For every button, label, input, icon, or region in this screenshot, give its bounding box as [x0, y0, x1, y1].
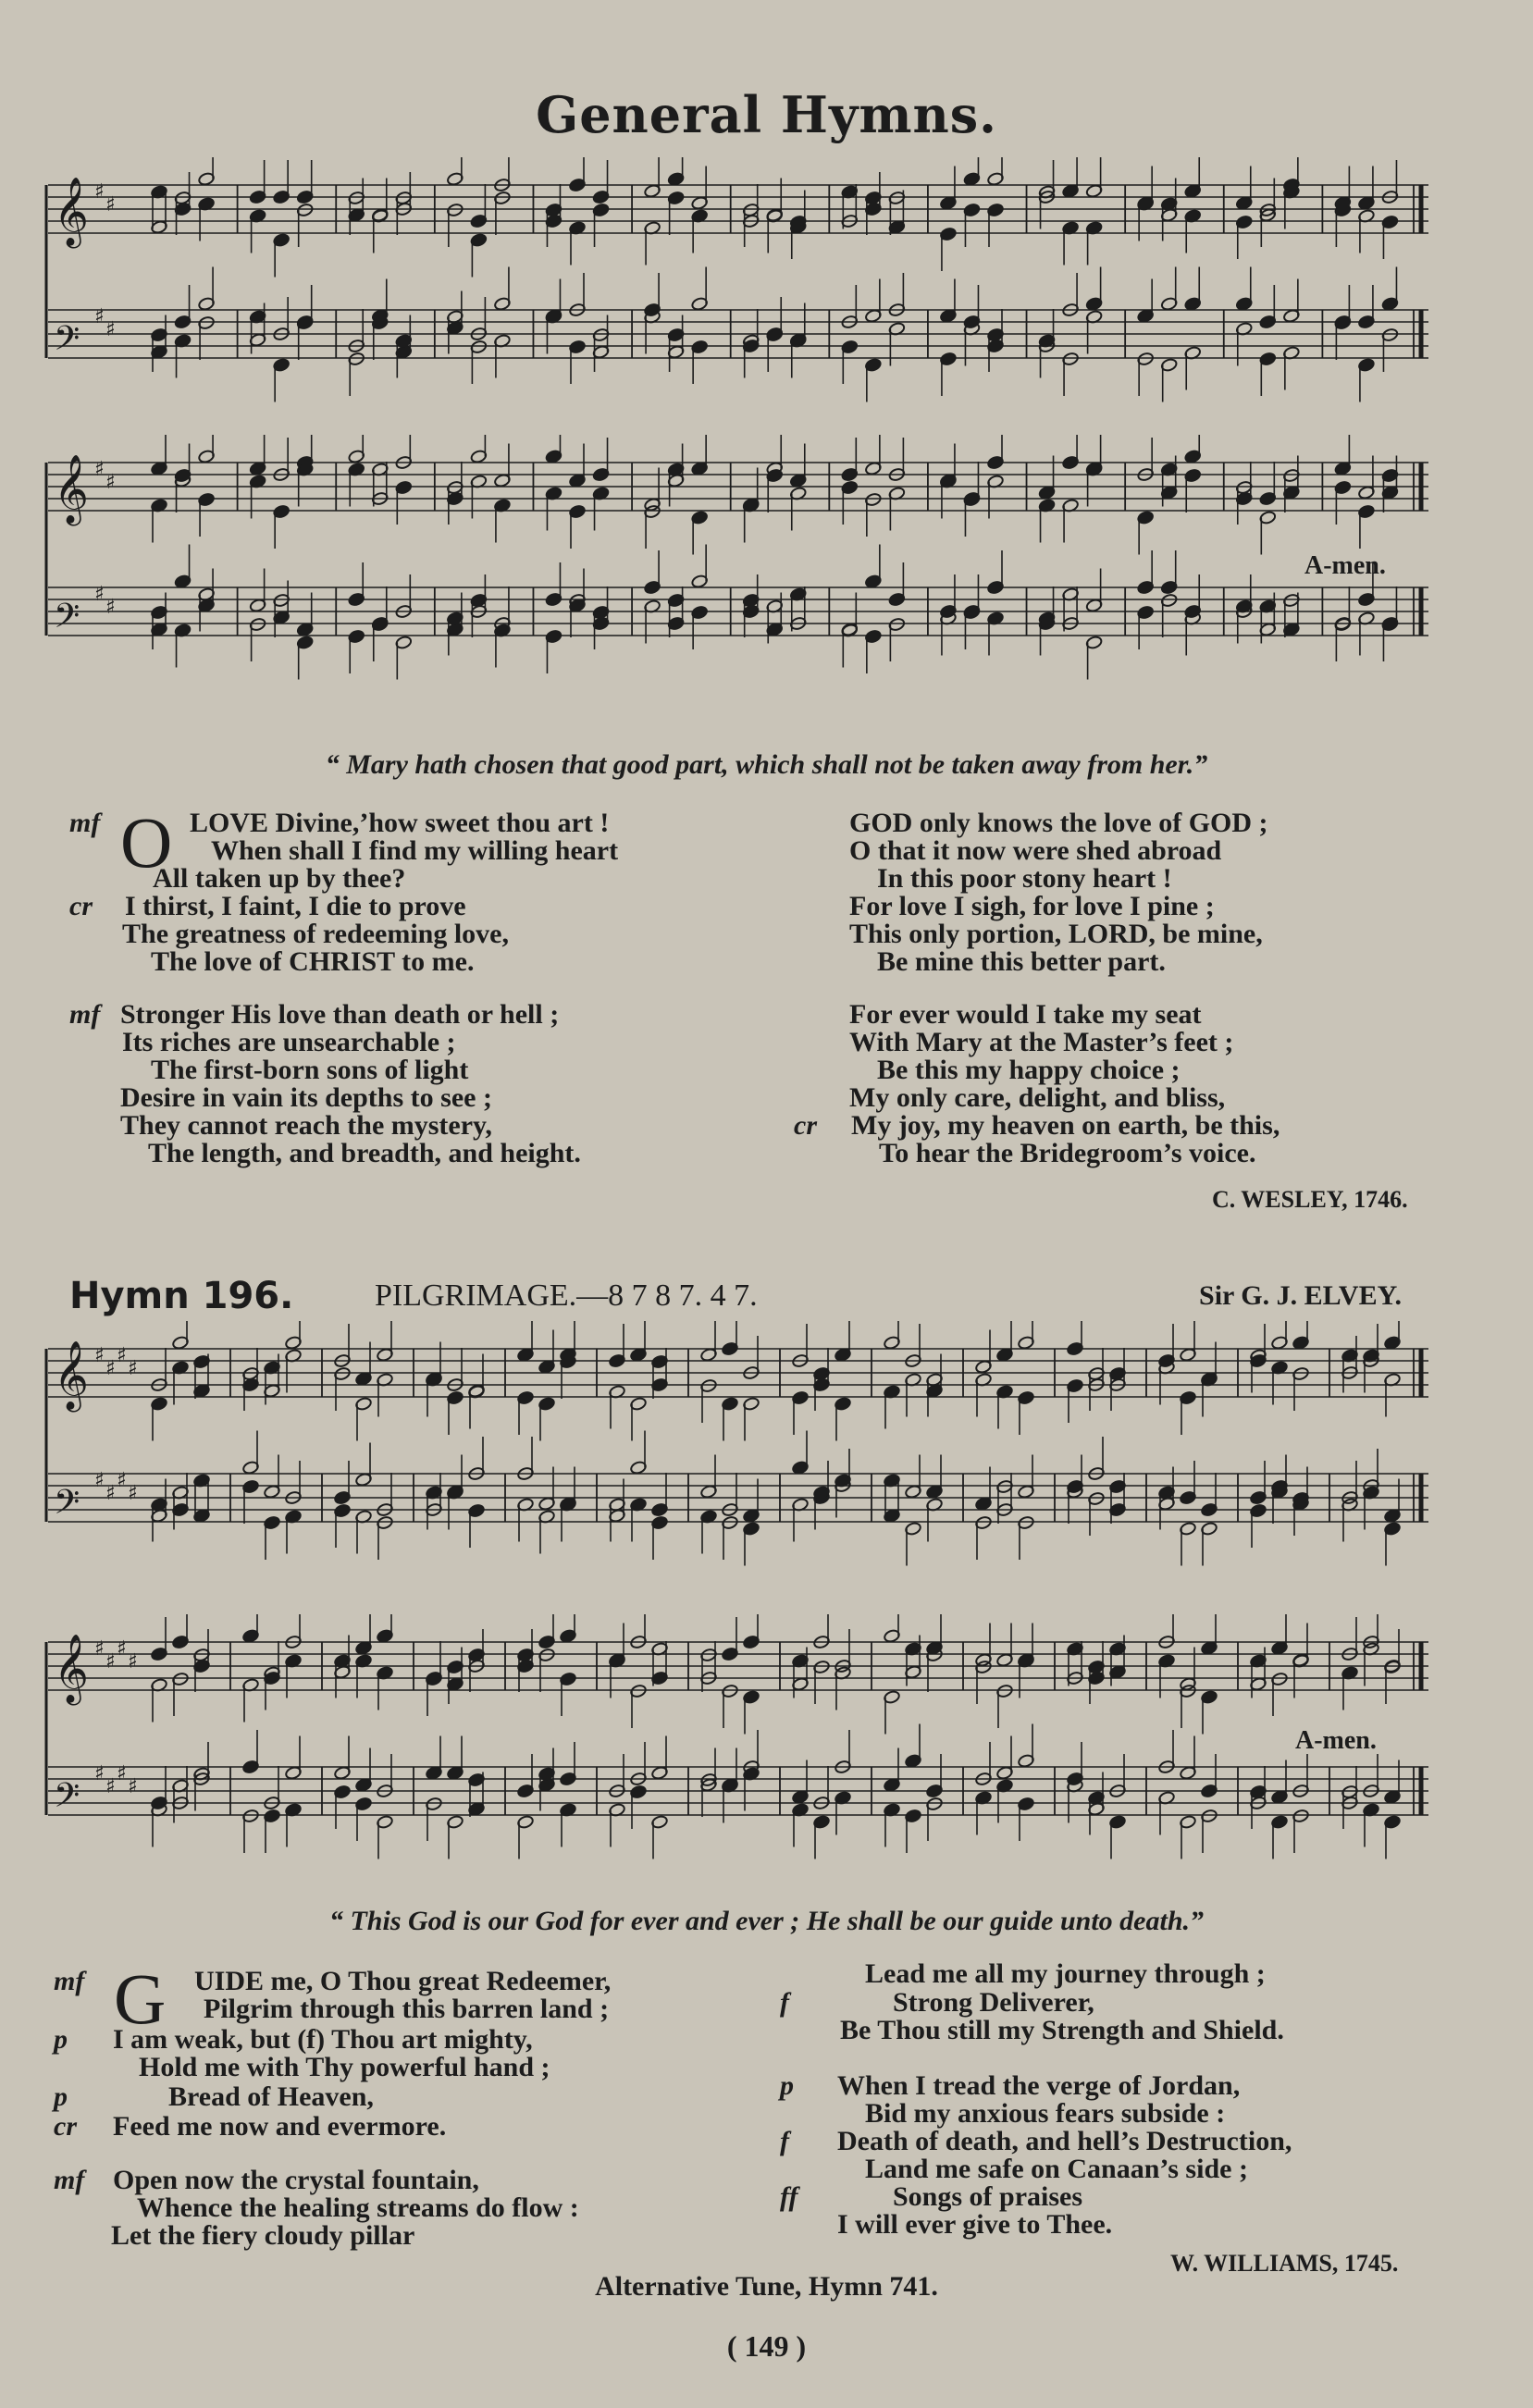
sharp-icon: ♯: [94, 583, 105, 606]
sharp-icon: ♯: [128, 1650, 138, 1673]
verse-line: This only portion, LORD, be mine,: [849, 919, 1263, 949]
hymn2-epigraph: “ This God is our God for ever and ever ; He shall be our guide unto death.”: [328, 1906, 1205, 1936]
dynamic-marking: mf: [54, 1966, 85, 1996]
verse-line: Songs of praises: [893, 2181, 1083, 2212]
verse-line: To hear the Bridegroom’s voice.: [879, 1138, 1256, 1168]
sharp-icon: ♯: [128, 1357, 138, 1380]
dynamic-marking: cr: [69, 891, 93, 921]
verse-line: LOVE Divine,’how sweet thou art !: [190, 808, 610, 838]
music-system-2: [37, 435, 1434, 703]
sharp-icon: ♯: [117, 1469, 127, 1492]
verse-line: I will ever give to Thee.: [837, 2209, 1113, 2240]
bass-clef-icon: 𝄢: [54, 1776, 80, 1823]
verse-line: For love I sigh, for love I pine ;: [849, 891, 1215, 921]
dynamic-marking: f: [780, 1987, 789, 2018]
music-system-4: [37, 1614, 1434, 1878]
verse-line: For ever would I take my seat: [849, 999, 1202, 1030]
amen-label: A-men.: [1295, 1726, 1377, 1755]
sharp-icon: ♯: [105, 1482, 116, 1505]
sharp-icon: ♯: [94, 1637, 105, 1661]
verse-line: When shall I find my willing heart: [211, 835, 619, 866]
sharp-icon: ♯: [94, 1344, 105, 1367]
verse-line: In this poor stony heart !: [877, 863, 1172, 894]
sharp-icon: ♯: [105, 1775, 116, 1798]
page-number: ( 149 ): [726, 2329, 807, 2363]
dynamic-marking: cr: [794, 1110, 817, 1141]
dynamic-marking: p: [780, 2070, 794, 2101]
verse-line: Feed me now and evermore.: [113, 2111, 447, 2142]
sharp-icon: ♯: [105, 1650, 116, 1673]
sharp-icon: ♯: [94, 305, 105, 328]
hymn1-epigraph: “ Mary hath chosen that good part, which shall not be taken away from her.”: [325, 749, 1208, 780]
sharp-icon: ♯: [117, 1637, 127, 1661]
sharp-icon: ♯: [94, 1762, 105, 1785]
verse-line: GOD only knows the love of GOD ;: [849, 808, 1268, 838]
dynamic-marking: mf: [69, 999, 101, 1030]
verse-line: Hold me with Thy powerful hand ;: [139, 2052, 550, 2082]
dropcap: O: [120, 802, 173, 883]
hymn-header: [69, 1275, 1402, 1321]
verse-line: Stronger His love than death or hell ;: [120, 999, 560, 1030]
verse-line: Desire in vain its depths to see ;: [120, 1082, 492, 1113]
verse-line: When I tread the verge of Jordan,: [837, 2070, 1241, 2101]
verse-line: They cannot reach the mystery,: [120, 1110, 492, 1141]
verse-line: Be mine this better part.: [877, 946, 1166, 977]
verse-line: Pilgrim through this barren land ;: [204, 1994, 610, 2024]
dropcap: G: [114, 1958, 167, 2039]
dynamic-marking: mf: [69, 808, 101, 838]
page-title: General Hymns.: [536, 85, 997, 144]
treble-clef-icon: 𝄞: [54, 178, 89, 246]
verse-line: Whence the healing streams do flow :: [137, 2192, 579, 2223]
composer: Sir G. J. ELVEY.: [1199, 1280, 1402, 1311]
dynamic-marking: p: [54, 2024, 68, 2055]
music-system-3: [37, 1321, 1434, 1585]
verse-line: I thirst, I faint, I die to prove: [125, 891, 466, 921]
sharp-icon: ♯: [105, 318, 116, 341]
sharp-icon: ♯: [105, 471, 116, 494]
sharp-icon: ♯: [128, 1775, 138, 1798]
hymn1-author: C. WESLEY, 1746.: [1212, 1186, 1408, 1213]
treble-clef-icon: 𝄞: [54, 1635, 89, 1703]
verse-line: I am weak, but (f) Thou art mighty,: [113, 2024, 533, 2055]
dynamic-marking: ff: [780, 2181, 798, 2212]
music-staff-graphic: [37, 1321, 1434, 1585]
verse-line: Strong Deliverer,: [893, 1987, 1094, 2018]
dynamic-marking: mf: [54, 2165, 85, 2195]
hymn-number: Hymn 196.: [69, 1275, 294, 1317]
verse-line: Be Thou still my Strength and Shield.: [840, 2015, 1284, 2045]
dynamic-marking: cr: [54, 2111, 77, 2142]
sharp-icon: ♯: [128, 1482, 138, 1505]
verse-line: UIDE me, O Thou great Redeemer,: [194, 1966, 612, 1996]
sharp-icon: ♯: [105, 193, 116, 216]
verse-line: Land me safe on Canaan’s side ;: [865, 2154, 1248, 2184]
bass-clef-icon: 𝄢: [54, 597, 80, 644]
sharp-icon: ♯: [94, 1469, 105, 1492]
tune-name: PILGRIMAGE.—8 7 8 7. 4 7.: [375, 1278, 758, 1313]
sharp-icon: ♯: [105, 596, 116, 619]
sharp-icon: ♯: [94, 458, 105, 481]
verse-line: O that it now were shed abroad: [849, 835, 1222, 866]
dynamic-marking: f: [780, 2126, 789, 2156]
verse-line: All taken up by thee?: [153, 863, 406, 894]
verse-line: Bid my anxious fears subside :: [865, 2098, 1226, 2129]
verse-line: The first-born sons of light: [151, 1055, 469, 1085]
treble-clef-icon: 𝄞: [54, 1341, 89, 1410]
verse-line: Lead me all my journey through ;: [865, 1958, 1266, 1989]
music-staff-graphic: [37, 435, 1434, 703]
music-system-1: [37, 157, 1434, 426]
alternative-tune: Alternative Tune, Hymn 741.: [595, 2271, 938, 2302]
bass-clef-icon: 𝄢: [54, 319, 80, 366]
verse-line: The length, and breadth, and height.: [148, 1138, 581, 1168]
verse-line: Open now the crystal fountain,: [113, 2165, 479, 2195]
sharp-icon: ♯: [117, 1344, 127, 1367]
verse-line: Bread of Heaven,: [168, 2081, 374, 2112]
verse-line: With Mary at the Master’s feet ;: [849, 1027, 1234, 1057]
verse-line: Let the fiery cloudy pillar: [111, 2220, 415, 2251]
verse-line: The love of CHRIST to me.: [151, 946, 475, 977]
hymn2-author: W. WILLIAMS, 1745.: [1170, 2250, 1399, 2277]
sharp-icon: ♯: [117, 1762, 127, 1785]
verse-line: My only care, delight, and bliss,: [849, 1082, 1226, 1113]
verse-line: My joy, my heaven on earth, be this,: [851, 1110, 1280, 1141]
verse-line: Death of death, and hell’s Destruction,: [837, 2126, 1292, 2156]
verse-line: Its riches are unsearchable ;: [122, 1027, 456, 1057]
sharp-icon: ♯: [105, 1357, 116, 1380]
bass-clef-icon: 𝄢: [54, 1483, 80, 1530]
amen-label: A-men.: [1304, 551, 1386, 580]
verse-line: Be this my happy choice ;: [877, 1055, 1181, 1085]
sharp-icon: ♯: [94, 180, 105, 204]
treble-clef-icon: 𝄞: [54, 455, 89, 524]
music-staff-graphic: [37, 157, 1434, 426]
dynamic-marking: p: [54, 2081, 68, 2112]
verse-line: The greatness of redeeming love,: [122, 919, 509, 949]
music-staff-graphic: [37, 1614, 1434, 1878]
